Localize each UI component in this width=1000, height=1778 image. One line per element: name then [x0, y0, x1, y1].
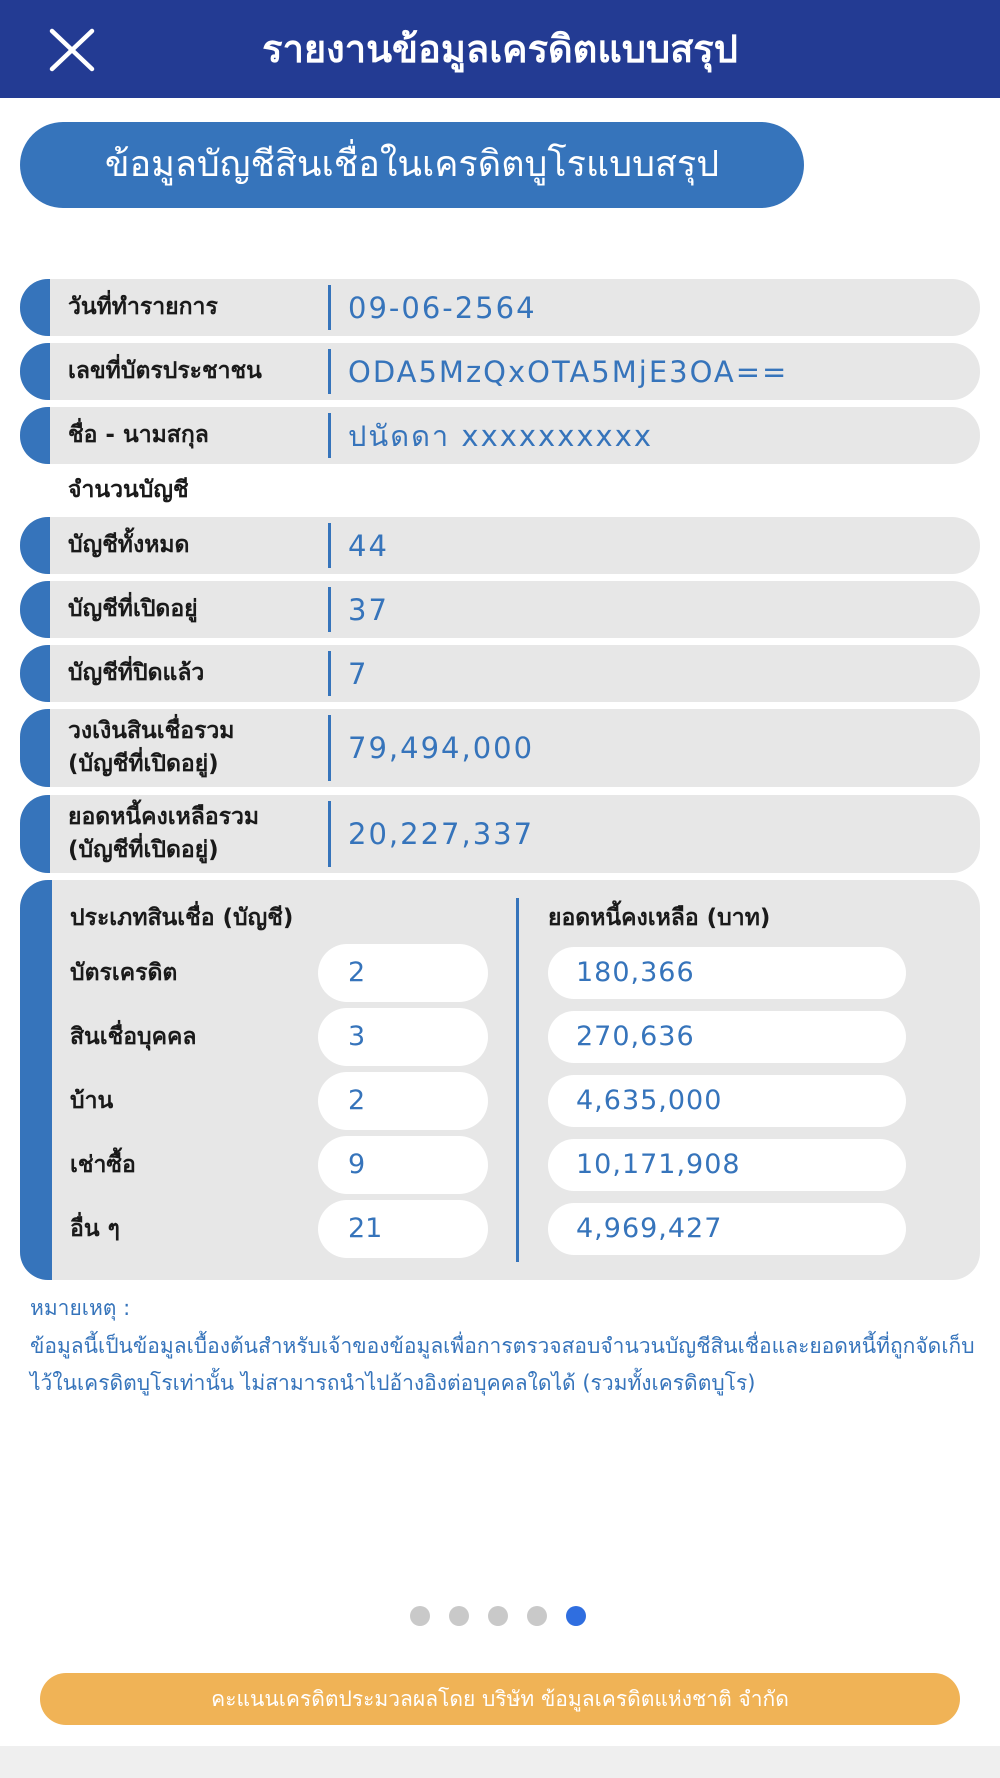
- row-accent: [20, 279, 50, 336]
- breakdown-row: [20, 1008, 980, 1066]
- row-accent: [20, 709, 50, 787]
- outstanding-balance: 180,366: [548, 947, 906, 999]
- row-accent: [20, 517, 50, 574]
- note-title: หมายเหตุ :: [30, 1296, 131, 1320]
- row-accent: [20, 407, 50, 464]
- info-row-date: [20, 279, 980, 336]
- row-value: 37: [348, 592, 389, 627]
- close-icon[interactable]: [46, 27, 98, 73]
- breakdown-row: [20, 1136, 980, 1194]
- row-divider: [328, 651, 331, 696]
- page-dot[interactable]: [527, 1606, 547, 1626]
- account-count: 21: [318, 1200, 488, 1258]
- credit-type-label: อื่น ๆ: [70, 1216, 120, 1242]
- page-dot[interactable]: [410, 1606, 430, 1626]
- close-button[interactable]: [46, 27, 98, 73]
- page-dot[interactable]: [449, 1606, 469, 1626]
- row-divider: [328, 349, 331, 394]
- row-accent: [20, 645, 50, 702]
- page-indicator: [410, 1606, 586, 1626]
- type-column-header: ประเภทสินเชื่อ (บัญชี): [70, 905, 294, 931]
- account-row-credit-limit: [20, 709, 980, 787]
- page-dot[interactable]: [488, 1606, 508, 1626]
- row-divider: [328, 715, 331, 781]
- row-label: วงเงินสินเชื่อรวม (บัญชีที่เปิดอยู่): [68, 717, 235, 777]
- outstanding-balance: 270,636: [548, 1011, 906, 1063]
- row-label: บัญชีทั้งหมด: [68, 531, 190, 558]
- note-body: ข้อมูลนี้เป็นข้อมูลเบื้องต้นสำหรับเจ้าของข้อมูลเพื่อการตรวจสอบจำนวนบัญชีสินเชื่อและยอดหนี้ที่ถูกจัดเก็บไว้ในเครดิตบูโรเท่านั้น ไม่สามารถนำไปอ้างอิงต่อบุคคลใดได้ (รวมทั้งเครดิตบูโร): [30, 1334, 975, 1395]
- page-title: รายงานข้อมูลเครดิตแบบสรุป: [262, 27, 738, 71]
- outstanding-balance: 10,171,908: [548, 1139, 906, 1191]
- account-count: 9: [318, 1136, 488, 1194]
- row-label: บัญชีที่เปิดอยู่: [68, 595, 198, 622]
- row-value: ODA5MzQxOTA5MjE3OA==: [348, 354, 789, 389]
- credit-type-label: สินเชื่อบุคคล: [70, 1024, 197, 1050]
- account-row-total: [20, 517, 980, 574]
- account-row-closed: [20, 645, 980, 702]
- row-value: 20,227,337: [348, 817, 535, 851]
- row-divider: [328, 413, 331, 458]
- account-row-open: [20, 581, 980, 638]
- credit-score-footer[interactable]: คะแนนเครดิตประมวลผลโดย บริษัท ข้อมูลเครดิตแห่งชาติ จำกัด: [40, 1673, 960, 1725]
- row-accent: [20, 581, 50, 638]
- row-label: ชื่อ - นามสกุล: [68, 421, 209, 448]
- top-bar: [0, 0, 1000, 98]
- row-label: วันที่ทำรายการ: [68, 293, 218, 320]
- breakdown-row: [20, 1200, 980, 1258]
- account-count: 2: [318, 944, 488, 1002]
- info-row-name: [20, 407, 980, 464]
- breakdown-row: [20, 1072, 980, 1130]
- outstanding-balance: 4,969,427: [548, 1203, 906, 1255]
- row-divider: [328, 523, 331, 568]
- account-row-outstanding: [20, 795, 980, 873]
- row-value: ปนัดดา xxxxxxxxxx: [348, 418, 654, 453]
- credit-type-label: เช่าซื้อ: [70, 1152, 136, 1178]
- bottom-bar: [0, 1746, 1000, 1778]
- breakdown-row: [20, 944, 980, 1002]
- info-row-id: [20, 343, 980, 400]
- credit-type-breakdown: [20, 880, 980, 1280]
- page-dot-active[interactable]: [566, 1606, 586, 1626]
- row-divider: [328, 587, 331, 632]
- credit-type-label: บ้าน: [70, 1088, 114, 1114]
- row-value: 79,494,000: [348, 731, 535, 765]
- row-label: บัญชีที่ปิดแล้ว: [68, 659, 205, 686]
- row-label: ยอดหนี้คงเหลือรวม (บัญชีที่เปิดอยู่): [68, 803, 260, 863]
- row-divider: [328, 801, 331, 867]
- row-value: 7: [348, 656, 369, 691]
- row-accent: [20, 795, 50, 873]
- row-accent: [20, 343, 50, 400]
- credit-type-label: บัตรเครดิต: [70, 960, 178, 986]
- row-divider: [328, 285, 331, 330]
- row-value: 44: [348, 528, 389, 563]
- balance-column-header: ยอดหนี้คงเหลือ (บาท): [548, 905, 771, 931]
- outstanding-balance: 4,635,000: [548, 1075, 906, 1127]
- accounts-heading: จำนวนบัญชี: [68, 477, 189, 503]
- account-count: 2: [318, 1072, 488, 1130]
- row-value: 09-06-2564: [348, 290, 537, 325]
- account-count: 3: [318, 1008, 488, 1066]
- section-title: ข้อมูลบัญชีสินเชื่อในเครดิตบูโรแบบสรุป: [20, 122, 804, 208]
- row-label: เลขที่บัตรประชาชน: [68, 357, 262, 384]
